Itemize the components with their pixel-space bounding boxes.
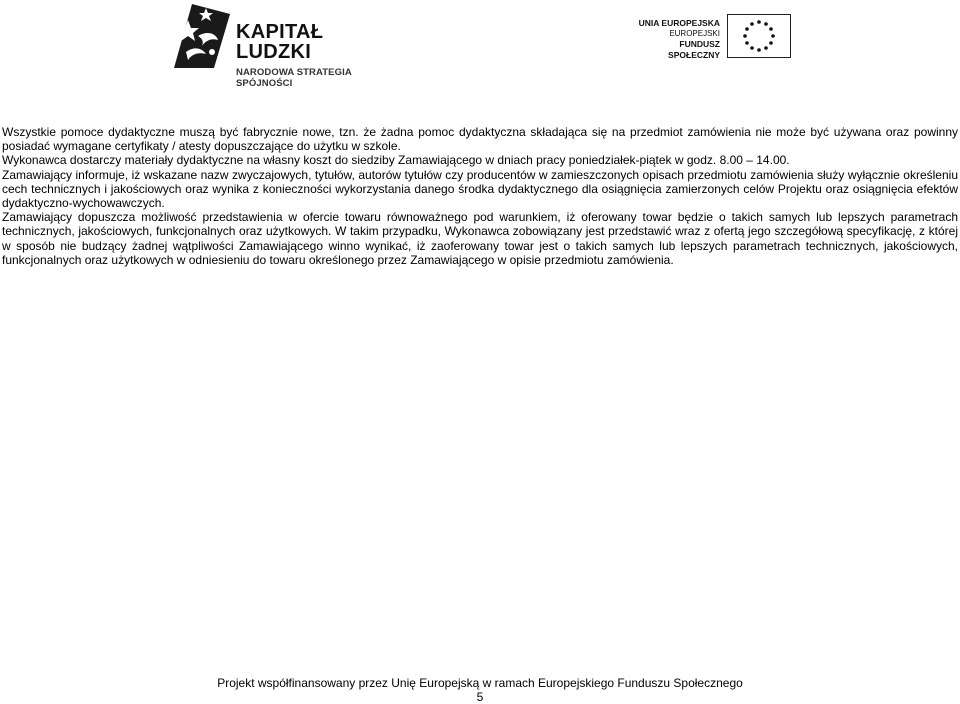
document-body [2,125,958,267]
eu-fund-line2: FUNDUSZ SPOŁECZNY [668,39,720,60]
footer-cofinancing-text: Projekt współfinansowany przez Unię Europejską w ramach Europejskiego Funduszu Społecznego [217,676,743,690]
paragraph-names-notice: Zamawiający informuje, iż wskazane nazw zwyczajowych, tytułów, autorów tytułów czy producentów w zamieszczonych opisach przedmiotu zamówienia służy wyłącznie określeniu cech technicznych i jakościowych oraz wynika z konieczności wykorzystania danego środka dydaktycznego dla osiągnięcia zamierzonych celów Projektu oraz osiągnięcia efektów dydaktyczno-wychowawczych. [2,167,958,211]
kapital-ludzki-emblem-icon [168,0,238,70]
paragraph-equivalent-goods: Zamawiający dopuszcza możliwość przedstawienia w ofercie towaru równoważnego pod warunkiem, iż oferowany towar będzie o takich samych lub lepszych parametrach technicznych, jakościowych, funkcjonalnych oraz użytkowych. W takim przypadku, Wykonawca zobowiązany jest przedstawić wraz z ofertą jego szczegółową specyfikację, z której w sposób nie budzący żadnej wątpliwości Zamawiającego winno wynikać, iż zaoferowany towar jest o takich samych lub lepszych parametrach technicznych, jakościowych, funkcjonalnych oraz użytkowych w odniesieniu do towaru określonego przez Zamawiającego w opisie przedmiotu zamówienia. [2,210,958,267]
kapital-ludzki-subtitle: NARODOWA STRATEGIA SPÓJNOŚCI [236,67,352,89]
page-number: 5 [476,690,484,704]
page-header [0,0,960,89]
eu-name: UNIA EUROPEJSKA [638,18,720,28]
kapital-ludzki-title: KAPITAŁ LUDZKI [236,21,324,63]
eu-logo-text [634,18,720,60]
eu-fund-line1: EUROPEJSKI [669,28,720,38]
paragraph-delivery: Wykonawca dostarczy materiały dydaktyczne na własny koszt do siedziby Zamawiającego w dniach pracy poniedziałek-piątek w godz. 8.00 – 14.00. [2,153,790,168]
kapital-ludzki-logo [168,0,398,89]
eu-flag-icon [727,14,791,58]
paragraph-new-materials: Wszystkie pomoce dydaktyczne muszą być fabrycznie nowe, tzn. że żadna pomoc dydaktyczna składająca się na przedmiot zamówienia nie może być używana oraz powinny posiadać wymagane certyfikaty / atesty dopuszczające do użytku w szkole. [2,125,958,154]
